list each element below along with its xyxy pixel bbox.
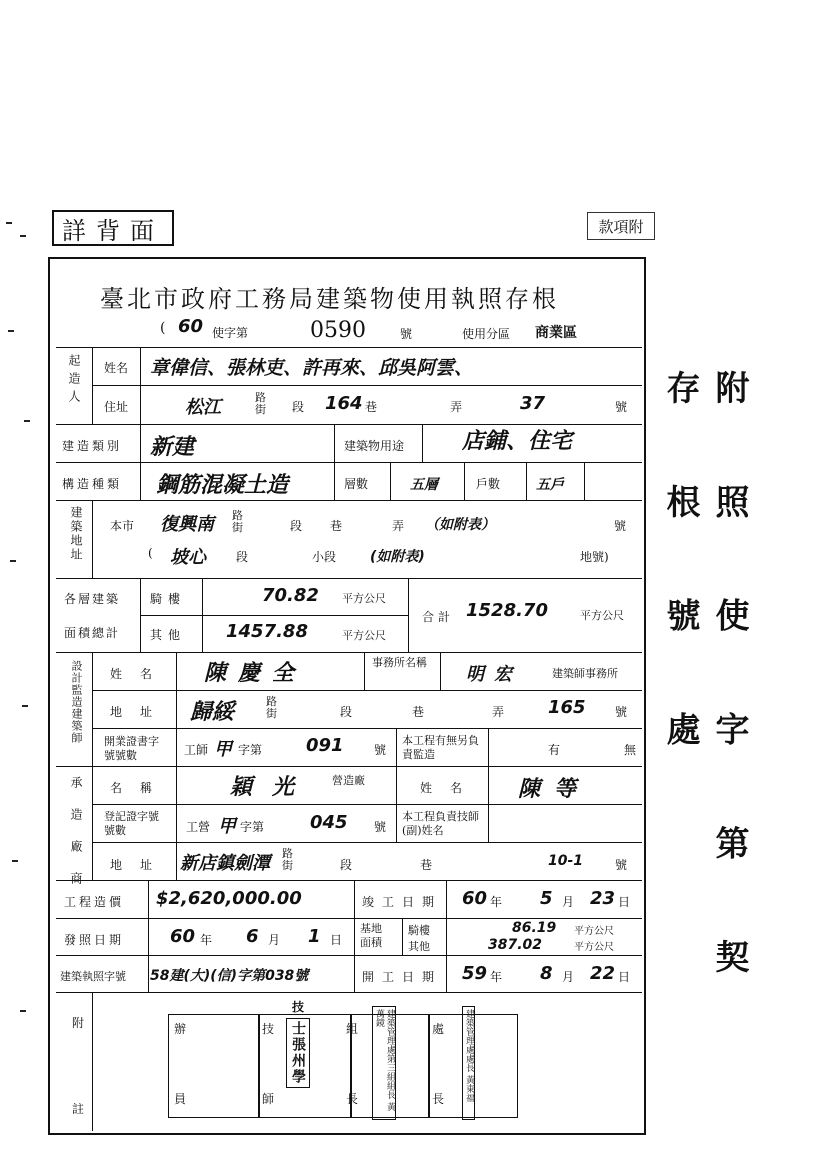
households-value: 五戶: [536, 477, 564, 493]
license-form: [48, 257, 646, 1135]
clerk-top: 辦: [174, 1022, 187, 1036]
contractor-hao: 號: [615, 858, 628, 872]
architect-address: 歸綏: [190, 700, 235, 725]
zone-value: 商業區: [535, 325, 577, 341]
use-label: 建築物用途: [344, 439, 405, 453]
contractor-reg-label: 登記證字號號數: [104, 810, 159, 837]
technician-bottom: 師: [262, 1092, 275, 1106]
architect-cert-word: 字第: [238, 743, 263, 757]
scan-mark: [6, 222, 12, 224]
contractor-reg-word: 字第: [240, 820, 265, 834]
builder-lane: 巷: [365, 400, 378, 414]
builder-name-label: 姓名: [104, 361, 129, 375]
col-line: [446, 880, 447, 992]
start-nian: 年: [490, 970, 503, 984]
architect-lane: 巷: [412, 705, 425, 719]
site-road: 復興南: [160, 514, 214, 535]
builder-road-unit: 路街: [255, 391, 266, 416]
notes-label-top: 附: [72, 1016, 85, 1030]
builder-hao: 號: [615, 400, 628, 414]
scan-mark: [20, 235, 26, 237]
land-sub: 小段: [312, 550, 337, 564]
cost-value: $2,620,000.00: [156, 888, 302, 909]
builder-lane-no: 164: [325, 393, 363, 414]
issue-day: 1: [308, 926, 321, 947]
start-label: 開工日期: [362, 970, 443, 984]
col-line: [396, 804, 397, 842]
contractor-number: 10-1: [548, 853, 584, 869]
contractor-reg-prefix: 工營: [186, 820, 211, 834]
finish-day: 23: [590, 888, 616, 909]
category-value: 新建: [150, 435, 195, 460]
detail-back-label: 詳背面: [52, 210, 174, 246]
supervisor-alt: 無: [624, 743, 637, 757]
builder-address-road: 松江: [185, 397, 221, 418]
architect-name: 陳慶全: [204, 661, 307, 686]
contractor-name-label: 名稱: [110, 781, 171, 795]
col-line: [396, 766, 397, 804]
col-line: [488, 804, 489, 842]
col-line: [488, 728, 489, 766]
structure-value: 鋼筋混凝土造: [156, 473, 289, 498]
area-row1-unit: 平方公尺: [342, 592, 386, 605]
scan-mark: [12, 860, 18, 862]
finish-label: 竣工日期: [362, 895, 443, 909]
architect-cert-label: 開業證書字號號數: [104, 735, 159, 762]
land-prefix: (: [148, 546, 153, 560]
base-qilou-unit: 平方公尺: [574, 926, 614, 937]
row-line: [140, 615, 408, 616]
col-line: [402, 918, 403, 955]
issue-nian: 年: [200, 933, 213, 947]
architect-address-unit: 路街: [266, 695, 277, 720]
clerk-bottom: 員: [174, 1092, 187, 1106]
col-line: [92, 992, 93, 1131]
area-row1-value: 70.82: [262, 585, 319, 606]
area-row2-value: 1457.88: [226, 621, 308, 642]
row-line: [56, 766, 642, 767]
row-line: [56, 462, 642, 463]
col-line: [440, 652, 441, 690]
contractor-tech-label: 本工程負責技師(副)姓名: [402, 810, 479, 837]
site-paren-note: （如附表）: [425, 517, 495, 533]
finish-ri: 日: [618, 895, 631, 909]
area-row2-unit: 平方公尺: [342, 629, 386, 642]
builder-names: 章偉信、張林吏、許再來、邱吳阿雲、: [150, 357, 474, 379]
license-word-label: 使字第: [212, 326, 249, 340]
issue-year: 60: [170, 926, 196, 947]
base-other-label: 其他: [408, 940, 430, 953]
permit-value: 58建(大)(信)字第038號: [150, 968, 309, 984]
paren-open: (: [160, 320, 166, 336]
director-bottom: 長: [432, 1092, 445, 1106]
side-vertical-text: 附 照 使 字 第 契 存 根 號 處: [660, 370, 749, 1008]
architect-number: 165: [548, 697, 586, 718]
site-nong: 弄: [392, 519, 405, 533]
row-line: [92, 385, 642, 386]
contractor-duan: 段: [340, 858, 353, 872]
site-duan: 段: [290, 519, 303, 533]
area-total-unit: 平方公尺: [580, 609, 624, 622]
row-line: [56, 918, 642, 919]
issue-yue: 月: [268, 933, 281, 947]
contractor-name: 穎光: [230, 775, 315, 800]
license-number: 0590: [310, 318, 366, 343]
scan-mark: [10, 560, 16, 562]
col-line: [408, 578, 409, 652]
issue-ri: 日: [330, 933, 343, 947]
start-month: 8: [540, 963, 553, 984]
architect-cert-grade: 甲: [214, 739, 232, 760]
land-paren-note: (如附表): [370, 549, 425, 565]
col-line: [396, 728, 397, 766]
area-row1-label: 騎樓: [150, 592, 187, 606]
technician-stamp-top: 技: [292, 1000, 305, 1014]
contractor-section-label: 承造廠商: [69, 776, 83, 904]
area-row2-label: 其他: [150, 628, 187, 642]
base-area-label: 基地面積: [360, 922, 382, 949]
area-label-1: 各層建築: [64, 592, 121, 606]
land-area: 坡心: [170, 547, 206, 568]
director-stamp: 建築管理處處長 黃東福: [462, 1006, 475, 1120]
contractor-name-suffix: 營造廠: [332, 774, 365, 787]
architect-office-value: 明宏: [466, 664, 522, 685]
architect-cert-prefix: 工師: [184, 743, 209, 757]
base-qilou-value: 86.19: [512, 920, 557, 936]
contractor-address: 新店鎮劍潭: [180, 853, 270, 874]
row-line: [56, 955, 642, 956]
finish-year: 60: [462, 888, 488, 909]
land-duan: 段: [236, 550, 249, 564]
site-city: 本市: [110, 519, 135, 533]
license-year: 60: [178, 316, 204, 337]
issue-month: 6: [246, 926, 259, 947]
technician-stamp: 士張州學: [286, 1018, 310, 1088]
col-line: [334, 424, 335, 500]
col-line: [92, 652, 93, 880]
start-ri: 日: [618, 970, 631, 984]
issue-label: 發照日期: [64, 933, 125, 947]
architect-name-label: 姓名: [110, 667, 171, 681]
contractor-reg-grade: 甲: [218, 816, 236, 837]
row-line: [56, 652, 642, 653]
scan-mark: [22, 705, 28, 707]
site-section-label: 建築地址: [69, 506, 83, 562]
site-hao: 號: [614, 519, 627, 533]
use-value: 店鋪、住宅: [462, 429, 573, 454]
col-line: [148, 880, 149, 992]
cost-label: 工程造價: [64, 895, 125, 909]
col-line: [488, 766, 489, 804]
architect-duan: 段: [340, 705, 353, 719]
area-label-2: 面積總計: [64, 626, 121, 640]
architect-office-label: 事務所名稱: [372, 656, 427, 669]
architect-nong: 弄: [492, 705, 505, 719]
builder-nong: 弄: [450, 400, 463, 414]
notes-label-bottom: 註: [72, 1102, 85, 1116]
architect-section-label: 設計監造建築師: [70, 660, 83, 744]
zone-label: 使用分區: [462, 327, 511, 341]
finish-month: 5: [540, 888, 553, 909]
architect-address-label: 地址: [110, 705, 171, 719]
row-line: [92, 842, 642, 843]
contractor-reg-no: 045: [310, 812, 348, 833]
architect-office-suffix: 建築師事務所: [552, 667, 618, 680]
base-other-unit: 平方公尺: [574, 942, 614, 953]
floors-label: 層數: [344, 477, 369, 491]
attachment-stamp: 款項附: [587, 212, 655, 240]
land-hao: 地號): [580, 550, 609, 564]
row-line: [56, 880, 642, 881]
col-line: [464, 462, 465, 500]
contractor-lane: 巷: [420, 858, 433, 872]
scan-mark: [20, 1010, 26, 1012]
col-line: [390, 462, 391, 500]
contractor-address-unit: 路街: [282, 847, 293, 872]
contractor-reg-hao: 號: [374, 820, 387, 834]
row-line: [56, 347, 642, 348]
scan-mark: [24, 420, 30, 422]
row-line: [92, 804, 642, 805]
row-line: [92, 690, 642, 691]
architect-cert-no: 091: [306, 735, 344, 756]
start-day: 22: [590, 963, 616, 984]
technician-top: 技: [262, 1022, 275, 1036]
site-road-unit: 路街: [232, 509, 243, 534]
contractor-person-label: 姓名: [420, 781, 481, 795]
contractor-person: 陳等: [518, 777, 591, 802]
area-total-label: 合計: [422, 610, 455, 624]
row-line: [92, 728, 642, 729]
start-year: 59: [462, 963, 488, 984]
permit-label: 建築執照字號: [60, 970, 126, 983]
builder-duan: 段: [292, 400, 305, 414]
area-total-value: 1528.70: [466, 600, 548, 621]
col-line: [176, 652, 177, 880]
chief-top: 組: [346, 1022, 359, 1036]
finish-yue: 月: [562, 895, 575, 909]
chief-bottom: 長: [346, 1092, 359, 1106]
scan-mark: [8, 330, 14, 332]
builder-number: 37: [520, 393, 546, 414]
category-label: 建造類別: [62, 439, 123, 453]
col-line: [354, 880, 355, 992]
households-label: 戶數: [476, 477, 501, 491]
col-line: [526, 462, 527, 500]
col-line: [202, 578, 203, 652]
director-top: 處: [432, 1022, 445, 1036]
chief-stamp: 建築管理處第三組組長 黃萬鏡: [372, 1006, 396, 1120]
supervisor-label: 本工程有無另負責監造: [402, 734, 479, 761]
supervisor-value: 有: [548, 743, 561, 757]
row-line: [56, 500, 642, 501]
architect-cert-hao: 號: [374, 743, 387, 757]
builder-section-label: 起造人: [67, 354, 81, 408]
col-line: [92, 347, 93, 424]
col-line: [140, 578, 141, 652]
site-lane: 巷: [330, 519, 343, 533]
row-line: [56, 992, 642, 993]
license-hao: 號: [400, 327, 413, 341]
floors-value: 五層: [410, 477, 438, 493]
structure-label: 構造種類: [62, 477, 123, 491]
finish-nian: 年: [490, 895, 503, 909]
col-line: [584, 462, 585, 500]
base-other-value: 387.02: [488, 937, 543, 953]
col-line: [364, 652, 365, 690]
col-line: [92, 500, 93, 578]
col-line: [140, 347, 141, 500]
builder-address-label: 住址: [104, 400, 129, 414]
architect-hao: 號: [615, 705, 628, 719]
row-line: [56, 578, 642, 579]
start-yue: 月: [562, 970, 575, 984]
form-title: 臺北市政府工務局建築物使用執照存根: [100, 285, 559, 313]
col-line: [422, 424, 423, 462]
contractor-address-label: 地址: [110, 858, 171, 872]
base-qilou-label: 騎樓: [408, 924, 430, 937]
